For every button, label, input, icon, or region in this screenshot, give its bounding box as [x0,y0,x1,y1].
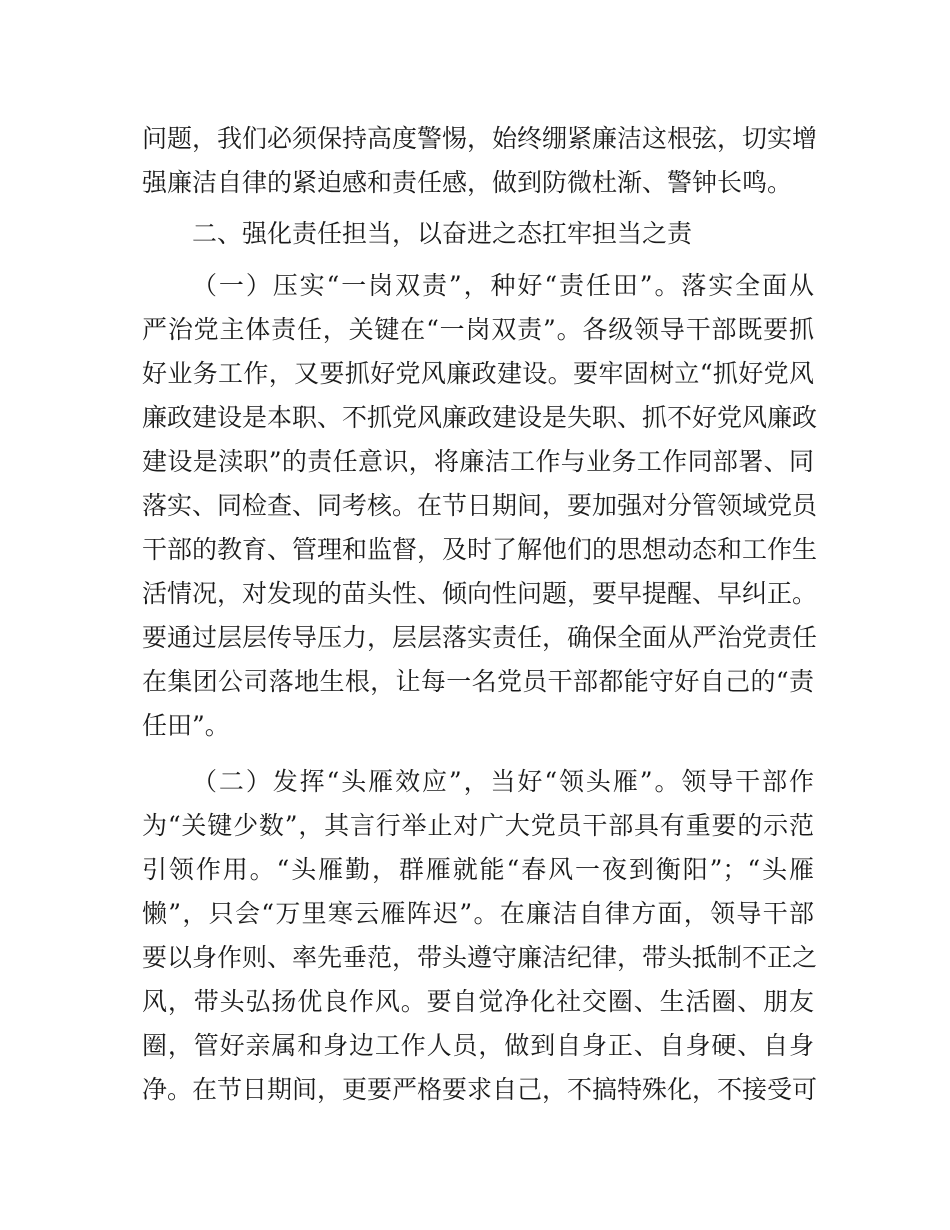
paragraph-line: 圈，管好亲属和身边工作人员，做到自身正、自身硬、自身 [142,1031,814,1060]
subsection-heading-line: （一）压实“一岗双责”，种好“责任田”。落实全面从 [192,271,814,300]
paragraph-line: 严治党主体责任，关键在“一岗双责”。各级领导干部既要抓 [142,315,814,344]
paragraph-line: 任田”。 [142,711,230,740]
paragraph-line: 引领作用。“头雁勤，群雁就能“春风一夜到衡阳”；“头雁 [142,855,814,884]
paragraph-line: 活情况，对发现的苗头性、倾向性问题，要早提醒、早纠正。 [142,579,818,608]
paragraph-line: 廉政建设是本职、不抓党风廉政建设是失职、抓不好党风廉政 [142,403,818,432]
paragraph-line: 净。在节日期间，更要严格要求自己，不搞特殊化，不接受可 [142,1075,818,1104]
paragraph-line: 问题，我们必须保持高度警惕，始终绷紧廉洁这根弦，切实增 [142,124,818,153]
paragraph-line: 建设是渎职”的责任意识，将廉洁工作与业务工作同部署、同 [142,447,814,476]
paragraph-line: 落实、同检查、同考核。在节日期间，要加强对分管领域党员 [142,491,818,520]
paragraph-line: 风，带头弘扬优良作风。要自觉净化社交圈、生活圈、朋友 [142,987,814,1016]
paragraph-line: 在集团公司落地生根，让每一名党员干部都能守好自己的“责 [142,667,814,696]
paragraph-line: 干部的教育、管理和监督，及时了解他们的思想动态和工作生 [142,535,818,564]
paragraph-line: 好业务工作，又要抓好党风廉政建设。要牢固树立“抓好党风 [142,359,814,388]
section-heading: 二、强化责任担当，以奋进之态扛牢担当之责 [192,219,693,248]
paragraph-line: 为“关键少数”，其言行举止对广大党员干部具有重要的示范 [142,811,814,840]
paragraph-line: 要通过层层传导压力，层层落实责任，确保全面从严治党责任 [142,623,818,652]
paragraph-line: 强廉洁自律的紧迫感和责任感，做到防微杜渐、警钟长鸣。 [142,168,793,197]
subsection-heading-line: （二）发挥“头雁效应”，当好“领头雁”。领导干部作 [192,767,814,796]
paragraph-line: 懒”，只会“万里寒云雁阵迟”。在廉洁自律方面，领导干部 [142,899,814,928]
paragraph-line: 要以身作则、率先垂范，带头遵守廉洁纪律，带头抵制不正之 [142,943,818,972]
